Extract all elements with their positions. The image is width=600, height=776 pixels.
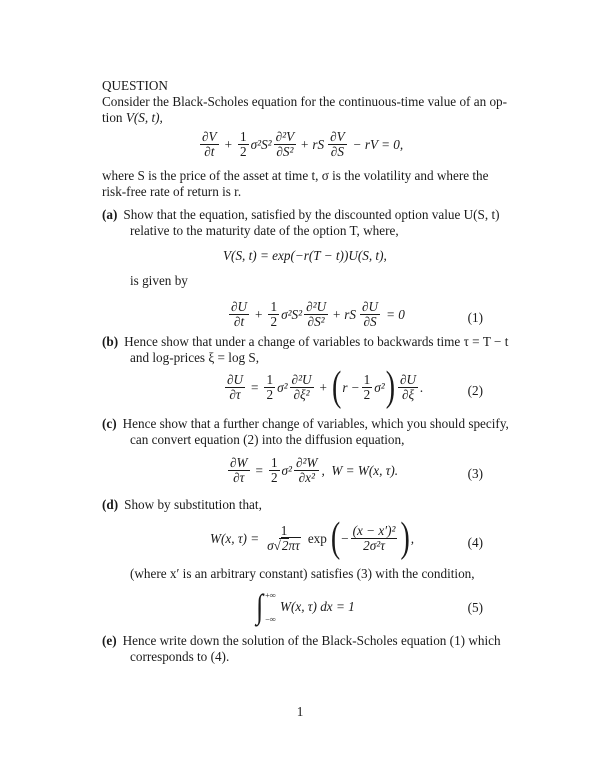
equals-zero: = 0 bbox=[386, 306, 405, 322]
part-c-line-1: (c) Hence show that a further change of variables, which you should specify, bbox=[102, 416, 509, 431]
part-e-line-2: corresponds to (4). bbox=[130, 649, 230, 664]
equation-4 bbox=[210, 514, 415, 561]
part-b-label: (b) bbox=[102, 334, 119, 349]
part-a-line-2: relative to the maturity date of the option T, where, bbox=[130, 223, 399, 238]
integral-limits bbox=[265, 590, 276, 624]
equation-2 bbox=[223, 363, 424, 410]
sigma-squared: σ² bbox=[277, 379, 288, 395]
frac-half: $\frac{1}{2}$ bbox=[270, 455, 278, 485]
part-d-label: (d) bbox=[102, 497, 119, 512]
frac-du-dxi: $\frac{\partial U}{\partial\xi}$ bbox=[400, 372, 417, 402]
frac-exponent: $\frac{\text{(x − x′)²}}{\text{2σ²τ}}$ bbox=[352, 523, 396, 553]
frac-du-dtau: $\frac{\partial U}{\partial\tau}$ bbox=[227, 372, 244, 402]
frac-d2u-dxi2: $\frac{\text{∂²U}}{\text{∂ξ²}}$ bbox=[291, 372, 312, 402]
paren-open: ( bbox=[331, 363, 342, 410]
upper-limit: +∞ bbox=[265, 590, 276, 600]
black-scholes-equation bbox=[198, 130, 403, 159]
integrand: W(x, τ) dx = 1 bbox=[279, 599, 355, 614]
frac-normalization: $\frac{1}{\sigma√2\pi\tau}$ bbox=[267, 523, 300, 553]
part-b-line-2: and log-prices ξ = log S, bbox=[130, 350, 260, 365]
equation-number-4: (4) bbox=[467, 535, 483, 550]
intro-line-2-math: V(S, t), bbox=[125, 110, 163, 125]
plus-rs: + rS bbox=[332, 306, 357, 322]
minus-rv-zero: − rV = 0, bbox=[352, 136, 404, 152]
page-number: 1 bbox=[296, 704, 304, 719]
part-d-line-1: (d) Show by substitution that, bbox=[102, 497, 262, 512]
frac-du-ds: $\frac{\partial U}{\partial S}$ bbox=[362, 299, 379, 329]
plus: + bbox=[255, 306, 263, 322]
equation-number-3: (3) bbox=[467, 466, 483, 481]
part-a-line-3: is given by bbox=[130, 273, 188, 288]
w-lhs: W(x, τ) = bbox=[210, 530, 260, 546]
sqrt-sign: √ bbox=[273, 538, 281, 553]
comma: , bbox=[410, 530, 415, 546]
frac-half: $\frac{1}{2}$ bbox=[270, 299, 278, 329]
exp: exp bbox=[307, 530, 327, 546]
frac-d2w-dx2: $\frac{\text{∂²W}}{\text{∂x²}}$ bbox=[296, 455, 318, 485]
part-d-line-2: (where x′ is an arbitrary constant) satisfies (3) with the condition, bbox=[130, 566, 475, 581]
intro-line-1: Consider the Black-Scholes equation for the continuous-time value of an op- bbox=[102, 94, 508, 109]
part-e-label: (e) bbox=[102, 633, 117, 648]
paren-open: ( bbox=[330, 514, 341, 561]
frac-dv-dt: $\frac{\partial V}{\partial t}$ bbox=[202, 129, 217, 159]
part-c-line-2: can convert equation (2) into the diffusion equation, bbox=[130, 432, 405, 447]
frac-d2v-ds2: $\frac{\text{∂²V}}{\text{∂S²}}$ bbox=[275, 129, 295, 159]
sigma: σ bbox=[267, 538, 274, 553]
frac-dw-dtau: $\frac{\partial W}{\partial\tau}$ bbox=[230, 455, 248, 485]
frac-du-dt: $\frac{\partial U}{\partial t}$ bbox=[231, 299, 248, 329]
radicand: 2πτ bbox=[281, 538, 300, 553]
period: . bbox=[420, 379, 424, 395]
paren-close: ) bbox=[400, 514, 410, 561]
sigma-squared-s-squared: σ²S² bbox=[250, 136, 272, 152]
equals: = bbox=[255, 462, 263, 478]
equation-3 bbox=[226, 456, 398, 485]
plus: + bbox=[319, 379, 327, 395]
part-b-line-1: (b) Hence show that under a change of variables to backwards time τ = T − t bbox=[102, 334, 509, 349]
r-minus: r − bbox=[342, 379, 360, 395]
question-heading: QUESTION bbox=[102, 78, 168, 93]
part-a-line-1: (a) Show that the equation, satisfied by the discounted option value U(S, t) bbox=[102, 207, 500, 222]
sigma-squared: σ² bbox=[281, 462, 293, 478]
equation-1 bbox=[227, 300, 405, 329]
equation-number-5: (5) bbox=[467, 600, 483, 615]
part-c-label: (c) bbox=[102, 416, 117, 431]
equals: = bbox=[251, 379, 259, 395]
equation-5 bbox=[256, 587, 355, 626]
discount-equation: V(S, t) = exp(−r(T − t))U(S, t), bbox=[223, 248, 387, 263]
plus-rs: + rS bbox=[300, 136, 325, 152]
intro-after-1: where S is the price of the asset at time t, σ is the volatility and where the bbox=[102, 168, 489, 183]
sigma-squared: σ² bbox=[374, 379, 385, 395]
frac-d2u-ds2: $\frac{\text{∂²U}}{\text{∂S²}}$ bbox=[306, 299, 327, 329]
frac-half: $\frac{1}{2}$ bbox=[363, 372, 371, 402]
intro-line-2-text: tion bbox=[102, 110, 126, 125]
plus: + bbox=[224, 136, 233, 152]
frac-half: $\frac{1}{2}$ bbox=[266, 372, 274, 402]
minus: − bbox=[341, 530, 349, 546]
lower-limit: −∞ bbox=[265, 614, 276, 624]
equation-number-1: (1) bbox=[467, 310, 483, 325]
equation-number-2: (2) bbox=[467, 383, 483, 398]
intro-after-2: risk-free rate of return is r. bbox=[102, 184, 242, 199]
integral-sign: ∫ bbox=[256, 587, 264, 626]
sigma-squared-s-squared: σ²S² bbox=[281, 306, 303, 322]
frac-half: $\frac{1}{2}$ bbox=[240, 129, 247, 159]
frac-dv-ds: $\frac{\partial V}{\partial S}$ bbox=[330, 129, 345, 159]
part-a-label: (a) bbox=[102, 207, 118, 222]
w-definition: , W = W(x, τ). bbox=[321, 462, 399, 478]
intro-line-2 bbox=[102, 110, 512, 126]
paren-close: ) bbox=[385, 363, 396, 410]
part-e-line-1: (e) Hence write down the solution of the Black-Scholes equation (1) which bbox=[102, 633, 501, 648]
